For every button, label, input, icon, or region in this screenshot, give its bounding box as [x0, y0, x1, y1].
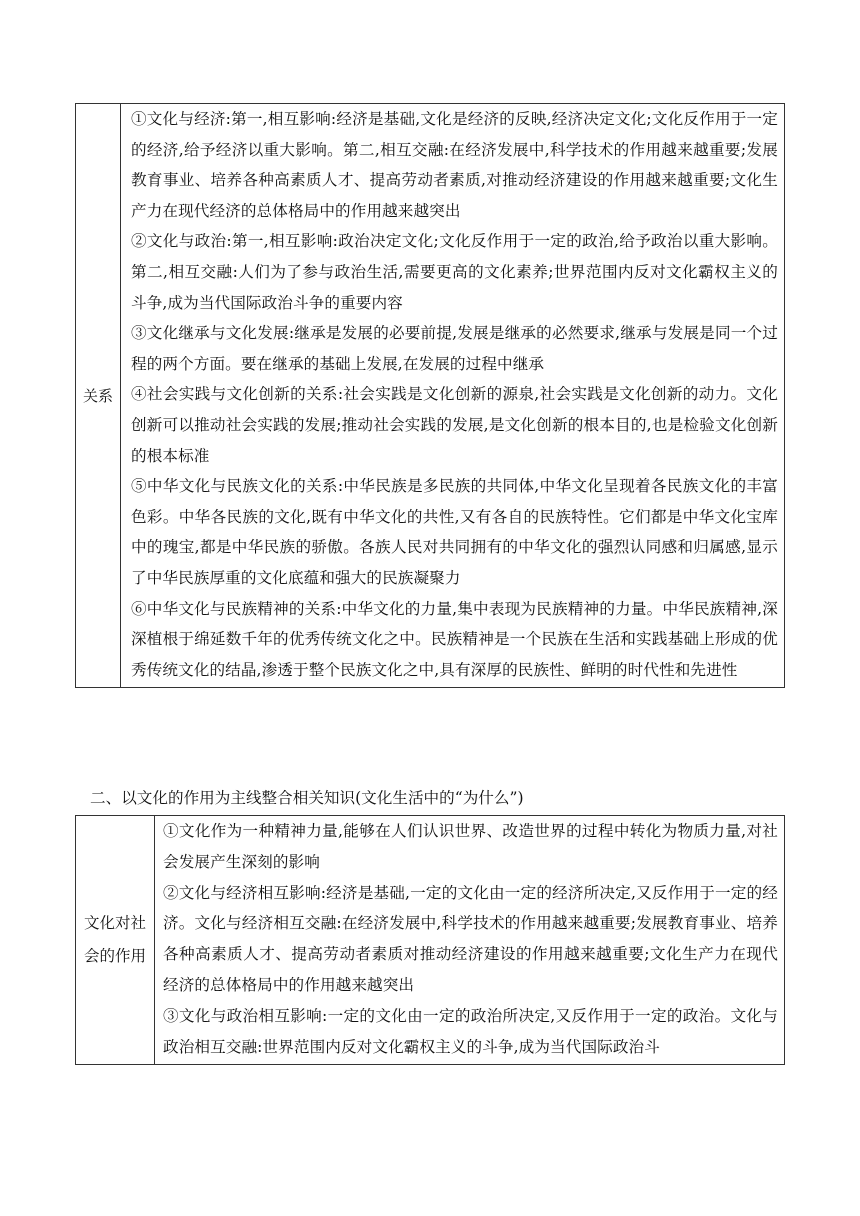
relations-table — [75, 103, 785, 688]
paragraph-item: ④社会实践与文化创新的关系:社会实践是文化创新的源泉,社会实践是文化创新的动力。文化创新可以推动社会实践的发展;推动社会实践的发展,是文化创新的根本目的,也是检验文化创新的根本标准 — [131, 385, 778, 465]
paragraph-item: ②文化与政治:第一,相互影响:政治决定文化;文化反作用于一定的政治,给予政治以重大影响。第二,相互交融:人们为了参与政治生活,需要更高的文化素养;世界范围内反对文化霸权主义的斗争,成为当代国际政治斗争的重要内容 — [131, 232, 778, 312]
paragraph-item: ①文化与经济:第一,相互影响:经济是基础,文化是经济的反映,经济决定文化;文化反作用于一定的经济,给予经济以重大影响。第二,相互交融:在经济发展中,科学技术的作用越来越重要;发展教育事业、培养各种高素质人才、提高劳动者素质,对推动经济建设的作用越来越重要;文化生产力在现代经济的总体格局中的作用越来越突出 — [131, 110, 778, 220]
table-row — [76, 816, 785, 1065]
paragraph-item: ③文化与政治相互影响:一定的文化由一定的政治所决定,又反作用于一定的政治。文化与政治相互交融:世界范围内反对文化霸权主义的斗争,成为当代国际政治斗 — [163, 1006, 778, 1056]
paragraph-item: ①文化作为一种精神力量,能够在人们认识世界、改造世界的过程中转化为物质力量,对社会发展产生深刻的影响 — [163, 822, 778, 871]
paragraph-item: ⑤中华文化与民族文化的关系:中华民族是多民族的共同体,中华文化呈现着各民族文化的丰富色彩。中华各民族的文化,既有中华文化的共性,又有各自的民族特性。它们都是中华文化宝库中的瑰宝,都是中华民族的骄傲。各族人民对共同拥有的中华文化的强烈认同感和归属感,显示了中华民族厚重的文化底蕴和强大的民族凝聚力 — [131, 477, 778, 587]
paragraph-item: ②文化与经济相互影响:经济是基础,一定的文化由一定的经济所决定,又反作用于一定的经济。文化与经济相互交融:在经济发展中,科学技术的作用越来越重要;发展教育事业、培养各种高素质人才、提高劳动者素质对推动经济建设的作用越来越重要;文化生产力在现代经济的总体格局中的作用越来越突出 — [163, 883, 778, 994]
row-content — [121, 104, 785, 688]
table-row — [76, 104, 785, 688]
row-label: 关系 — [76, 104, 121, 688]
row-label: 文化对社会的作用 — [76, 816, 155, 1065]
paragraph-item: ⑥中华文化与民族精神的关系:中华文化的力量,集中表现为民族精神的力量。中华民族精神,深深植根于绵延数千年的优秀传统文化之中。民族精神是一个民族在生活和实践基础上形成的优秀传统文化的结晶,渗透于整个民族文化之中,具有深厚的民族性、鲜明的时代性和先进性 — [131, 599, 778, 679]
paragraph-item: ③文化继承与文化发展:继承是发展的必要前提,发展是继承的必然要求,继承与发展是同一个过程的两个方面。要在继承的基础上发展,在发展的过程中继承 — [131, 324, 778, 373]
section-heading: 二、以文化的作用为主线整合相关知识(文化生活中的“为什么”) — [90, 789, 524, 807]
culture-role-table — [75, 815, 785, 1065]
row-content — [155, 816, 785, 1065]
